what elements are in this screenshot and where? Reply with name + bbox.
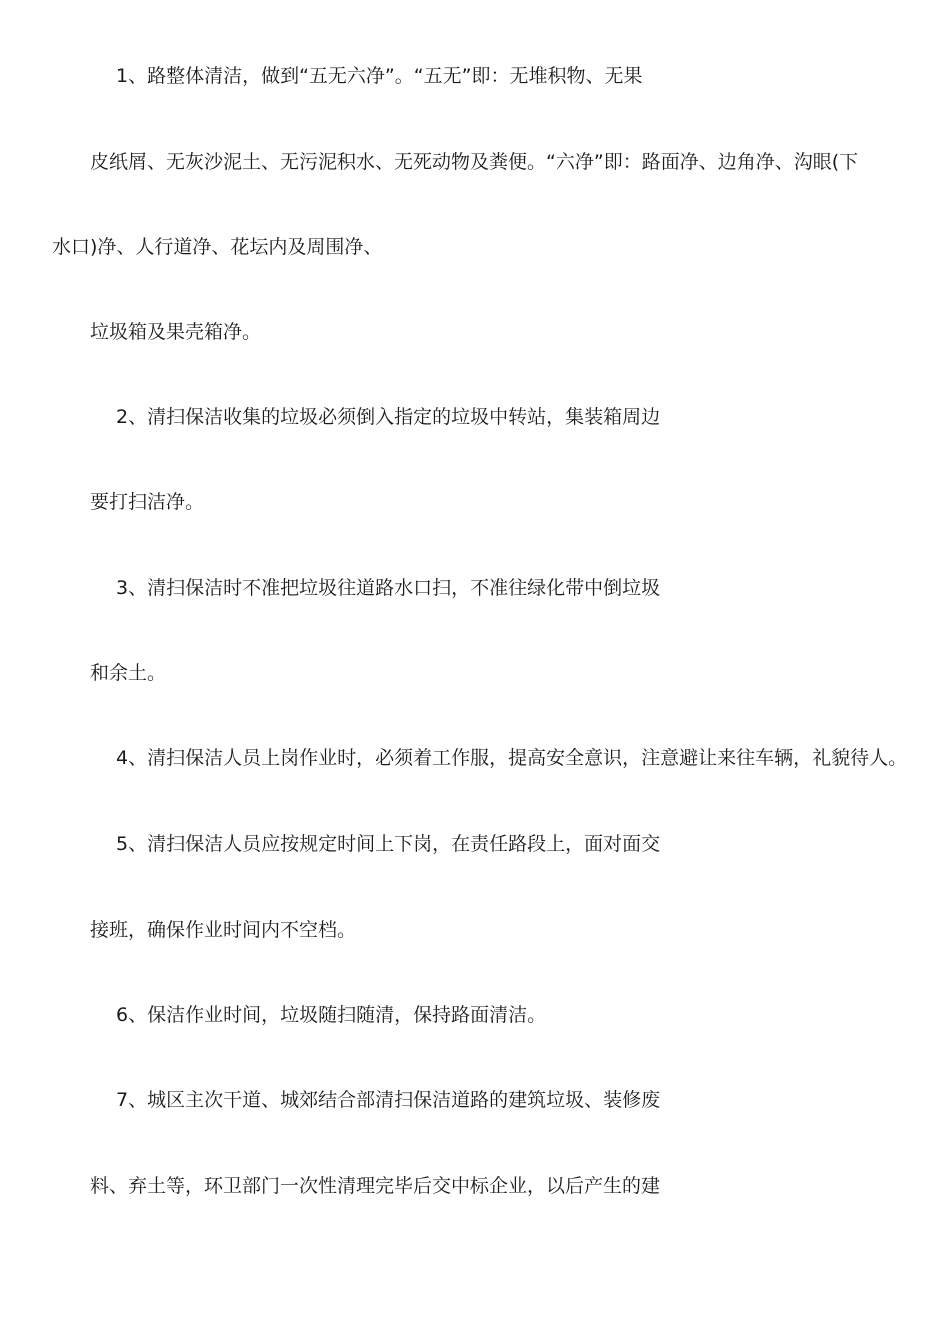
item-5-line-1: 5、清扫保洁人员应按规定时间上下岗，在责任路段上，面对面交 bbox=[116, 833, 661, 855]
item-2-line-1: 2、清扫保洁收集的垃圾必须倒入指定的垃圾中转站，集装箱周边 bbox=[116, 406, 661, 428]
item-5-line-2: 接班，确保作业时间内不空档。 bbox=[90, 919, 357, 941]
item-1-line-3: 水口)净、人行道净、花坛内及周围净、 bbox=[52, 236, 383, 258]
item-3-line-1: 3、清扫保洁时不准把垃圾往道路水口扫，不准往绿化带中倒垃圾 bbox=[116, 577, 661, 599]
item-4-line-1: 4、清扫保洁人员上岗作业时，必须着工作服，提高安全意识，注意避让来往车辆，礼貌待人。 bbox=[116, 747, 908, 769]
item-3-line-2: 和余土。 bbox=[90, 662, 167, 684]
item-1-line-1: 1、路整体清洁，做到“五无六净”。“五无”即：无堆积物、无果 bbox=[116, 65, 643, 87]
item-1-line-2: 皮纸屑、无灰沙泥土、无污泥积水、无死动物及粪便。“六净”即：路面净、边角净、沟眼(下 bbox=[90, 151, 859, 173]
item-7-line-2: 料、弃土等，环卫部门一次性清理完毕后交中标企业，以后产生的建 bbox=[90, 1175, 661, 1197]
item-6-line-1: 6、保洁作业时间，垃圾随扫随清，保持路面清洁。 bbox=[116, 1004, 547, 1026]
item-2-line-2: 要打扫洁净。 bbox=[90, 491, 205, 513]
item-1-line-4: 垃圾箱及果壳箱净。 bbox=[90, 321, 262, 343]
item-7-line-1: 7、城区主次干道、城郊结合部清扫保洁道路的建筑垃圾、装修废 bbox=[116, 1089, 661, 1111]
